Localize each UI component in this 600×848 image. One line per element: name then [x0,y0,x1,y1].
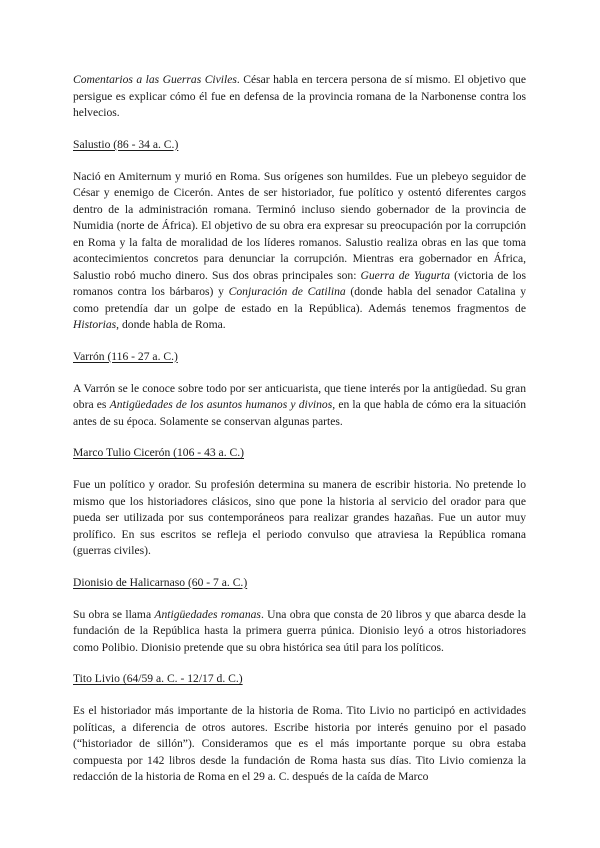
work-title: Antigüedades romanas [154,607,261,621]
section-body-ciceron [73,477,526,560]
paragraph-text: , donde habla de Roma. [116,318,226,331]
section-body-tito-livio [73,703,526,786]
paragraph-text: Fue un político y orador. Su profesión determina su manera de escribir historia. No pretende lo mismo que los historiadores clásicos, sino que pone la historia al servicio del orador para que pueda ser utilizada por sus contemporáneos para realizar grandes hazañas. Fue un autor muy prolífico. En sus escritos se refleja el periodo convulso que atraviesa la República romana (guerras civiles). [73,478,526,557]
work-title: Conjuración de Catilina [228,285,346,298]
intro-paragraph [73,72,526,122]
section-body-dionisio [73,607,526,657]
work-title: Guerra de Yugurta [360,268,451,282]
paragraph-text: A Varrón se le conoce sobre todo por ser anticuarista, que tiene interés por la antigüedad. Su gran obra es [73,381,526,411]
work-title: Historias [73,318,117,331]
paragraph-text: Es el historiador más importante de la historia de Roma. Tito Livio no participó en actividades políticas, a diferencia de otros autores. Escribe historia por interés genuino por el pasado (“historiador de sillón”). Consideramos que es el más importante porque su obra estaba compuesta por 142 libros desde la fundación de Roma hasta sus días. Tito Livio comienza la redacción de la historia de Roma en el 29 a. C. después de la caída de Marco [73,704,526,783]
work-title: Antigüedades de los asuntos humanos y divinos [109,398,333,411]
paragraph-text: (donde habla del senador Catalina y como pretendía dar un golpe de estado en la República). Además tenemos fragmentos de [73,285,526,315]
section-heading-tito-livio: Tito Livio (64/59 a. C. - 12/17 d. C.) [73,672,243,685]
paragraph-text: . Una obra que consta de 20 libros y que abarca desde la fundación de la República hasta la primera guerra púnica. Dionisio leyó a otros historiadores como Polibio. Dionisio pretende que su obra histórica sea útil para los políticos. [73,607,526,654]
paragraph-text: (victoria de los romanos contra los bárbaros) y [73,268,526,298]
paragraph-text: Nació en Amiternum y murió en Roma. Sus orígenes son humildes. Fue un plebeyo seguidor de César y enemigo de Cicerón. Antes de ser historiador, fue político y ostentó diferentes cargos dentro de la administración romana. Terminó incluso siendo gobernador de la provincia de Numidia (norte de África). El objetivo de su obra era expresar su preocupación por la corrupción en Roma y la falta de moralidad de los líderes romanos. Salustio realiza obras en las que toma acontecimientos concretos para denunciar la corrupción. Mientras era gobernador en África, Salustio robó mucho dinero. Sus dos obras principales son: [73,169,526,282]
paragraph-text: , en la que habla de cómo era la situación antes de su época. Solamente se conservan algunas partes. [73,398,526,428]
work-title: Comentarios a las Guerras Civiles [73,73,237,86]
section-heading-dionisio: Dionisio de Halicarnaso (60 - 7 a. C.) [73,575,248,589]
paragraph-text: . César habla en tercera persona de sí mismo. El objetivo que persigue es explicar cómo él fue en defensa de la provincia romana de la Narbonense contra los helvecios. [73,73,526,119]
section-body-salustio [73,169,526,334]
section-heading-salustio: Salustio (86 - 34 a. C.) [73,137,179,151]
section-body-varron [73,381,526,431]
section-heading-ciceron: Marco Tulio Cicerón (106 - 43 a. C.) [73,446,244,459]
section-heading-varron: Varrón (116 - 27 a. C.) [73,349,178,363]
paragraph-text: Su obra se llama [73,607,155,621]
document-page [73,72,526,786]
